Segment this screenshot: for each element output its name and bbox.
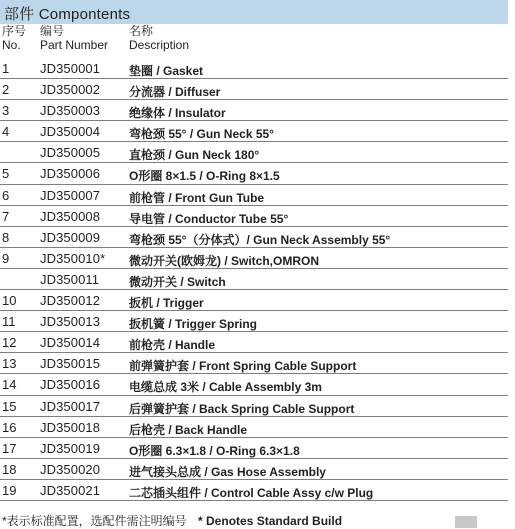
part-number: JD350010* [40, 250, 106, 266]
table-row [0, 290, 508, 311]
description: 后弹簧护套 / Back Spring Cable Support [129, 401, 355, 416]
row-number: 11 [2, 314, 16, 330]
part-number: JD350003 [40, 103, 101, 119]
row-number: 4 [2, 124, 10, 140]
description: 扳机簧 / Trigger Spring [129, 317, 258, 332]
part-number: JD350009 [40, 229, 101, 245]
part-number: JD350011 [40, 271, 100, 287]
table-row [0, 396, 508, 417]
part-number: JD350021 [40, 482, 101, 498]
part-number: JD350016 [40, 377, 101, 393]
part-number: JD350012 [40, 293, 101, 309]
row-number: 15 [2, 398, 17, 414]
description: 直枪颈 / Gun Neck 180° [129, 148, 260, 163]
part-number: JD350014 [40, 335, 101, 351]
footnote-en: * Denotes Standard Build [198, 514, 343, 528]
part-number: JD350004 [40, 124, 101, 140]
row-number: 10 [2, 293, 17, 309]
row-number: 13 [2, 356, 17, 372]
table-row [0, 163, 508, 184]
row-number: 7 [2, 208, 10, 224]
description: 后枪壳 / Back Handle [129, 422, 248, 437]
description: 前枪壳 / Handle [129, 338, 216, 353]
table-row [0, 459, 508, 480]
table-row [0, 480, 508, 501]
description: 扳机 / Trigger [129, 296, 204, 311]
part-number: JD350015 [40, 356, 101, 372]
table-row [0, 100, 508, 121]
part-number: JD350020 [40, 461, 101, 477]
parts-table [0, 58, 508, 501]
row-number: 9 [2, 250, 10, 266]
row-number: 6 [2, 187, 10, 203]
part-number: JD350017 [40, 398, 101, 414]
table-row [0, 374, 508, 395]
table-row [0, 121, 508, 142]
table-row [0, 227, 508, 248]
title-bar [0, 0, 508, 24]
description: 二芯插头组件 / Control Cable Assy c/w Plug [129, 485, 374, 500]
header-description-en: Description [129, 38, 190, 52]
row-number: 1 [2, 61, 10, 76]
row-number: 18 [2, 461, 17, 477]
table-row [0, 353, 508, 374]
part-number: JD350007 [40, 187, 101, 203]
description: 分流器 / Diffuser [129, 85, 221, 100]
row-number: 16 [2, 419, 17, 435]
row-number: 17 [2, 440, 17, 456]
description: 弯枪颈 55° / Gun Neck 55° [129, 127, 274, 142]
table-row [0, 206, 508, 227]
description: 微动开关(欧姆龙) / Switch,OMRON [129, 253, 319, 268]
description: 微动开关 / Switch [129, 274, 226, 289]
table-row [0, 58, 508, 79]
header-description-cn: 名称 [129, 24, 154, 38]
table-row [0, 332, 508, 353]
description: 导电管 / Conductor Tube 55° [129, 211, 289, 226]
part-number: JD350018 [40, 419, 101, 435]
row-number: 19 [2, 482, 17, 498]
part-number: JD350001 [40, 61, 101, 76]
footnote-cn: *表示标准配置，选配件需注明编号 [2, 514, 187, 528]
description: 绝缘体 / Insulator [129, 106, 226, 121]
part-number: JD350005 [40, 145, 101, 161]
part-number: JD350008 [40, 208, 101, 224]
part-number: JD350006 [40, 166, 101, 182]
footnote [2, 512, 342, 529]
row-number: 2 [2, 82, 10, 98]
row-number: 12 [2, 335, 17, 351]
description: O形圈 8×1.5 / O-Ring 8×1.5 [129, 169, 280, 184]
description: 电缆总成 3米 / Cable Assembly 3m [129, 380, 322, 395]
row-number: 5 [2, 166, 10, 182]
table-row [0, 248, 508, 269]
table-header [0, 24, 508, 58]
table-row [0, 79, 508, 100]
scroll-corner [455, 516, 477, 528]
table-row [0, 417, 508, 438]
table-row [0, 311, 508, 332]
description: 前弹簧护套 / Front Spring Cable Support [129, 359, 357, 374]
header-part-number-cn: 编号 [40, 24, 65, 38]
description: O形圈 6.3×1.8 / O-Ring 6.3×1.8 [129, 443, 300, 458]
header-part-number-en: Part Number [40, 38, 109, 52]
table-row [0, 142, 508, 163]
description: 垫圈 / Gasket [129, 64, 204, 78]
table-row [0, 269, 508, 290]
description: 弯枪颈 55°（分体式）/ Gun Neck Assembly 55° [129, 232, 391, 247]
table-row [0, 185, 508, 206]
description: 前枪管 / Front Gun Tube [129, 190, 265, 205]
table-row [0, 438, 508, 459]
header-no-cn: 序号 [2, 24, 27, 38]
row-number: 8 [2, 229, 10, 245]
part-number: JD350019 [40, 440, 101, 456]
description: 进气接头总成 / Gas Hose Assembly [129, 464, 326, 479]
header-no-en: No. [2, 38, 21, 52]
row-number: 3 [2, 103, 10, 119]
page-title: 部件 Compontents [4, 6, 131, 23]
part-number: JD350013 [40, 314, 101, 330]
row-number: 14 [2, 377, 17, 393]
part-number: JD350002 [40, 82, 101, 98]
